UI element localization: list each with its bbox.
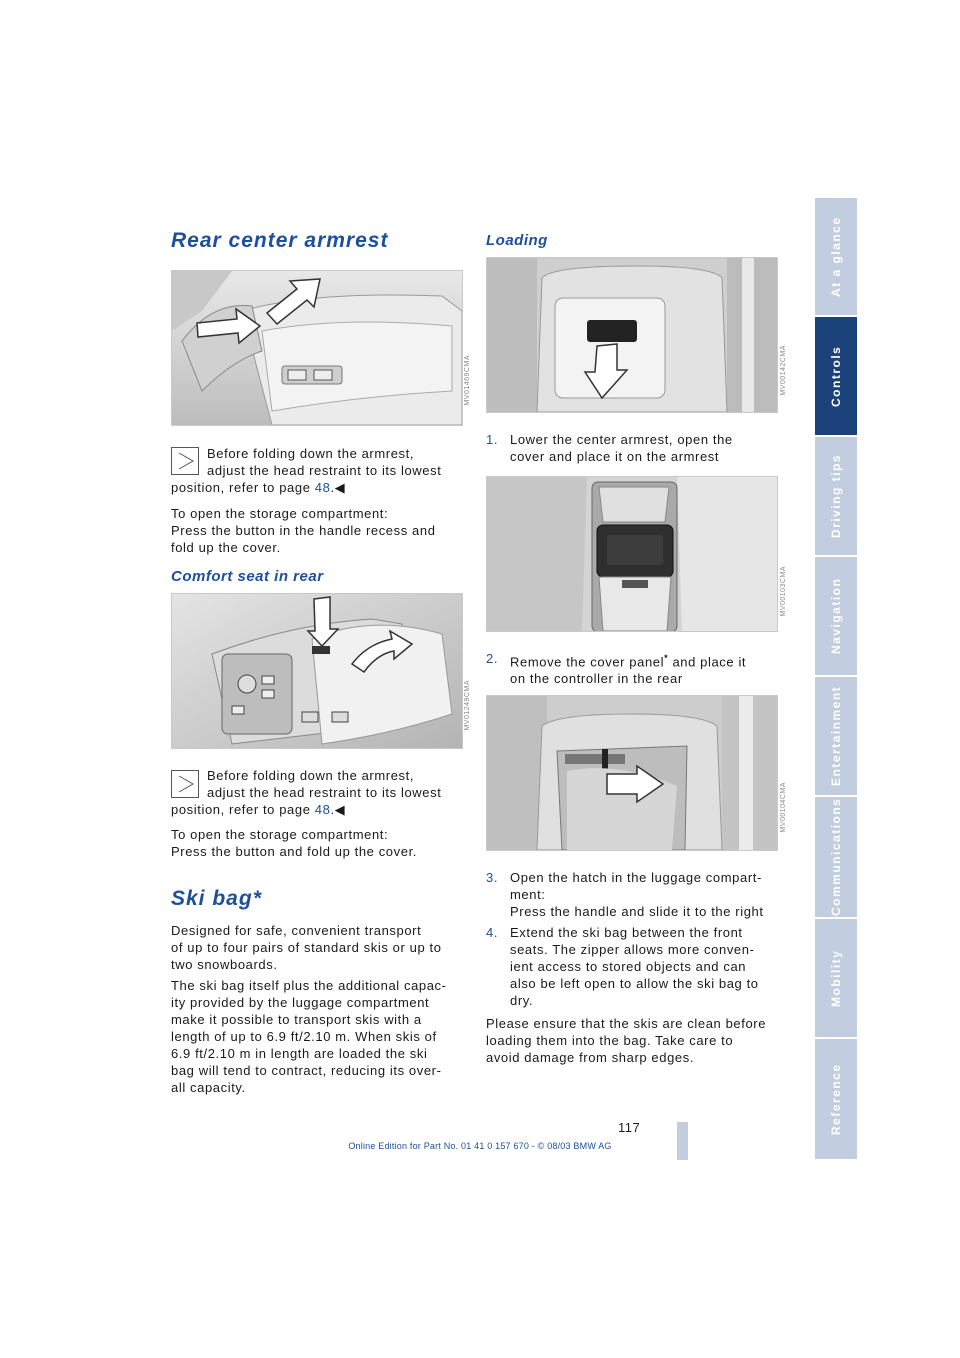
step-text: dry.	[510, 993, 534, 1008]
step-number: 2.	[486, 651, 499, 666]
text-line: The ski bag itself plus the additional capac-	[171, 978, 447, 993]
sidebar-tab-navigation[interactable]	[815, 557, 857, 677]
step-text: cover and place it on the armrest	[510, 449, 720, 464]
page-number: 117	[618, 1120, 641, 1135]
footer-text: Online Edition for Part No. 01 41 0 157 670 - © 08/03 BMW AG	[348, 1141, 612, 1151]
text-line: two snowboards.	[171, 957, 278, 972]
section-title-ski-bag: Ski bag*	[171, 887, 262, 910]
text-line: 6.9 ft/2.10 m in length are loaded the ski	[171, 1046, 428, 1061]
step-text: seats. The zipper allows more conven-	[510, 942, 755, 957]
step-text: Open the hatch in the luggage compart-	[510, 870, 762, 885]
sidebar-tab-label: Navigation	[829, 577, 843, 655]
section-title-rear-center-armrest: Rear center armrest	[171, 229, 389, 252]
note-triangle-icon	[171, 770, 199, 798]
sidebar-tab-at-a-glance[interactable]	[815, 198, 857, 317]
image-code: MV00103CMA	[780, 566, 787, 617]
step-text: on the controller in the rear	[510, 671, 683, 687]
note-text-part: position, refer to page	[171, 480, 315, 495]
paragraph: Press the button and fold up the cover.	[171, 844, 417, 859]
text-line: bag will tend to contract, reducing its over-	[171, 1063, 442, 1078]
step-number: 3.	[486, 870, 499, 885]
closing-paragraph	[486, 1015, 766, 1066]
image-code: MV00104CMA	[780, 782, 787, 833]
page-link[interactable]: 48	[314, 802, 331, 817]
paragraph: Press the button in the handle recess and	[171, 523, 436, 538]
loading-step-2-illustration	[486, 476, 778, 632]
sidebar-tab-controls[interactable]	[815, 317, 857, 437]
text-line: Designed for safe, convenient transport	[171, 923, 422, 938]
text-line: Please ensure that the skis are clean before	[486, 1016, 767, 1031]
note-text-part: position, refer to page	[171, 802, 315, 817]
note-text: adjust the head restraint to its lowest	[207, 785, 442, 800]
step-text: ient access to stored objects and can	[510, 959, 747, 974]
sidebar-tab-mobility[interactable]	[815, 919, 857, 1039]
comfort-seat-illustration	[171, 593, 463, 749]
step-text-part: Remove the cover panel	[510, 654, 665, 670]
loading-step-3-illustration	[486, 695, 778, 851]
note-text-part: .	[330, 480, 335, 495]
text-line: loading them into the bag. Take care to	[486, 1033, 734, 1048]
note-text: Before folding down the armrest,	[207, 446, 415, 461]
text-line: make it possible to transport skis with a	[171, 1012, 422, 1027]
ski-paragraph-2	[171, 977, 447, 1096]
sidebar-tab-label: Communications	[829, 797, 843, 917]
step-number: 1.	[486, 432, 499, 447]
sidebar-tab-label: Reference	[829, 1063, 843, 1135]
paragraph: To open the storage compartment:	[171, 506, 389, 521]
image-code: MV01249CMA	[464, 680, 471, 731]
step-text: Lower the center armrest, open the	[510, 432, 733, 447]
sidebar-tab-label: Controls	[829, 345, 843, 407]
step-text: ment:	[510, 887, 546, 902]
text-line: avoid damage from sharp edges.	[486, 1050, 695, 1065]
armrest-illustration	[171, 270, 463, 426]
note-text	[171, 479, 345, 496]
text-line: ity provided by the luggage compartment	[171, 995, 430, 1010]
note-end-marker: ◀	[334, 480, 346, 495]
paragraph: fold up the cover.	[171, 540, 281, 555]
text-line: length of up to 6.9 ft/2.10 m. When skis of	[171, 1029, 437, 1044]
loading-step-1-illustration	[486, 257, 778, 413]
step-text: Press the handle and slide it to the right	[510, 904, 764, 919]
sidebar-tab-communications[interactable]	[815, 797, 857, 919]
image-code: MV01469CMA	[464, 355, 471, 406]
sidebar-tab-entertainment[interactable]	[815, 677, 857, 797]
note-text	[171, 801, 345, 818]
page-link[interactable]: 48	[314, 480, 331, 495]
sidebar-tab-label: Mobility	[829, 949, 843, 1007]
step-3	[486, 869, 786, 920]
sidebar-tab-label: Driving tips	[829, 454, 843, 539]
step-text	[510, 650, 786, 670]
note-triangle-icon	[171, 447, 199, 475]
ski-paragraph-1	[171, 922, 442, 973]
text-line: of up to four pairs of standard skis or up to	[171, 940, 442, 955]
step-2	[486, 650, 786, 687]
step-text: also be left open to allow the ski bag to	[510, 976, 759, 991]
note-end-marker: ◀	[334, 802, 346, 817]
note-text: Before folding down the armrest,	[207, 768, 415, 783]
step-4	[486, 924, 786, 1009]
step-1	[486, 431, 786, 465]
section-title-loading: Loading	[486, 232, 548, 249]
sidebar-tab-driving-tips[interactable]	[815, 437, 857, 557]
paragraph: To open the storage compartment:	[171, 827, 389, 842]
sidebar-tab-label: At a glance	[829, 216, 843, 297]
sidebar-tab-label: Entertainment	[829, 685, 843, 787]
note-text-part: .	[330, 802, 335, 817]
text-line: all capacity.	[171, 1080, 246, 1095]
step-number: 4.	[486, 925, 499, 940]
subheading-comfort-seat: Comfort seat in rear	[171, 568, 324, 585]
note-text: adjust the head restraint to its lowest	[207, 463, 442, 478]
image-code: MV00142CMA	[780, 345, 787, 396]
step-text-part: and place it	[668, 654, 747, 670]
optional-equipment-star: *	[664, 653, 669, 663]
step-text: Extend the ski bag between the front	[510, 925, 743, 940]
